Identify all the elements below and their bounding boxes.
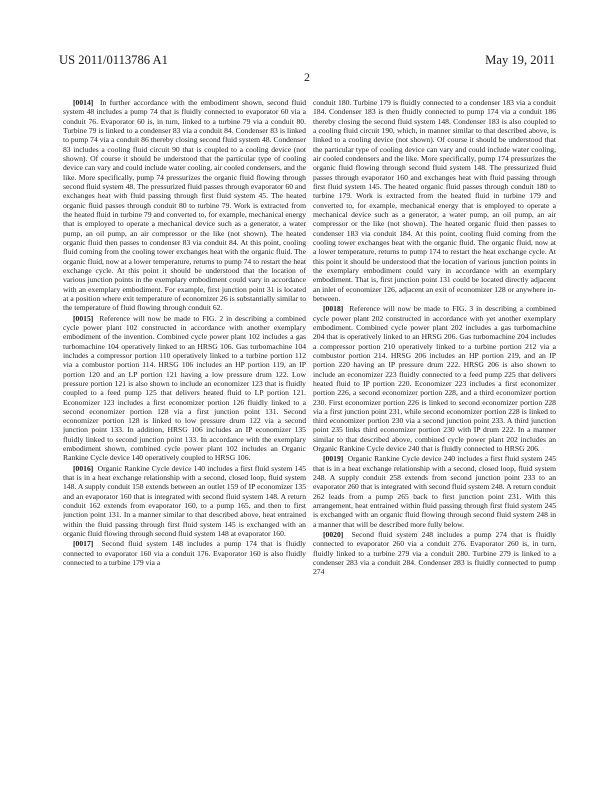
paragraph-text: Organic Rankine Cycle device 240 includes a first fluid system 245 that is in a heat exchange relationship with a second, closed loop, fluid system 248. A supply conduit 258 extends from second junction point 233 to an evaporator 260 that is integrated with second fluid system 248. A return conduit 262 leads from a pump 265 back to first junction point 231. With this arrangement, heat entrained within fluid passing through first fluid system 245 is exchanged with an organic fluid flowing through second fluid system 248 in a manner that will be described more fully below.: [313, 454, 556, 529]
page-number: 2: [304, 70, 310, 84]
paragraph: [63, 539, 306, 567]
paragraph-number: [0019]: [323, 454, 344, 464]
right-column: [313, 98, 556, 782]
paragraph-number: [0014]: [73, 98, 94, 107]
paragraph-text: Second fluid system 248 includes a pump 274 that is fluidly connected to evaporator 260 via a conduit 276. Evaporator 260 is, in turn, fluidly linked to a turbine 279 via a conduit 280. Turbine 279 is linked to a condenser 283 via a conduit 284. Condenser 283 is fluidly connected to pump 274: [313, 530, 556, 577]
paragraph-text: Reference will now be made to FIG. 3 in describing a combined cycle power plant 202 constructed in accordance with yet another exemplary embodiment. Combined cycle power plant 202 includes a gas turbomachine 204 that is operatively linked to an HRSG 206. Gas turbomachine 204 includes a compressor portion 210 operatively linked to a turbine portion 212 via a combustor portion 214. HRSG 206 includes an HP portion 219, and an IP portion 220 having an IP pressure drum 222. HRSG 206 is also shown to include an economizer 223 fluidly connected to a feed pump 225 that delivers heated fluid to IP portion 220. Economizer 223 includes a first economizer portion 226, a second economizer portion 228, and a third economizer portion 230. First economizer portion 226 is linked to second economizer portion 228 via a first junction point 231, while second economizer portion 228 is linked to third economizer portion 230 via a second junction point 233. A third junction point 235 links third economizer portion 230 with IP drum 222. In a manner similar to that described above, combined cycle power plant 202 includes an Organic Rankine Cycle device 240 that is fluidly connected to HRSG 206.: [313, 304, 556, 454]
paragraph-text: Second fluid system 148 includes a pump 174 that is fluidly connected to evaporator 160 via a conduit 176. Evaporator 160 is also fluidly connected to a turbine 179 via a: [63, 539, 306, 568]
paragraph: [63, 98, 306, 313]
paragraph-number: [0017]: [73, 539, 94, 549]
publication-number: US 2011/0113786 A1: [59, 53, 168, 67]
paragraph-continuation: [313, 98, 556, 303]
paragraph-text: In further accordance with the embodiment shown, second fluid system 48 includes a pump 74 that is fluidly connected to evaporator 60 via a conduit 76. Evaporator 60 is, in turn, linked to a turbine 79 via a conduit 80. Turbine 79 is linked to a condenser 83 via a conduit 84. Condenser 83 is linked to pump 74 via a conduit 86 thereby closing second fluid system 48. Condenser 83 includes a cooling fluid circuit 90 that is coupled to a cooling device (not shown). Of course it should be understood that the particular type of cooling device can vary and could include water cooling, air cooled condensers, and the like. More specifically, pump 74 pressurizes the organic fluid flowing through second fluid system 48. The pressurized fluid passes through evaporator 60 and exchanges heat with fluid passing through first fluid system 45. The heated organic fluid passes through conduit 80 to turbine 79. Work is extracted from the heated fluid in turbine 79 and converted to, for example, mechanical energy that is employed to operate a mechanical device such as a generator, a water pump, an oil pump, an air compressor or the like (not shown). The heated organic fluid then passes to condenser 83 via conduit 84. At this point, cooling fluid coming from the cooling tower exchanges heat with the organic fluid. The organic fluid, now at a lower temperature, returns to pump 74 to restart the heat exchange cycle. At this point it should be understood that the location of various junction points in the exemplary embodiment could vary in accordance with an exemplary embodiment. For example, first junction point 31 is located at a position where exit temperature of economizer 26 is substantially similar to the temperature of fluid flowing through conduit 62.: [63, 98, 306, 313]
paragraph: [313, 454, 556, 529]
paragraph-text: Reference will now be made to FIG. 2 in describing a combined cycle power plant 102 constructed in accordance with another exemplary embodiment of the invention. Combined cycle power plant 102 includes a gas turbomachine 104 operatively linked to an HRSG 106. Gas turbomachine 104 includes a compressor portion 110 operatively linked to a turbine portion 112 via a combustor portion 114. HRSG 106 includes an HP portion 119, an IP portion 120 and an LP portion 121 having a low pressure drum 122. Low pressure portion 121 is also shown to include an economizer 123 that is fluidly coupled to a feed pump 125 that delivers heated fluid to LP portion 121. Economizer 123 includes a first economizer portion 126 fluidly linked to a second economizer portion 128 via a first junction point 131. Second economizer portion 128 is linked to low pressure drum 122 via a second junction point 133. In addition, HRSG 106 includes an IP economizer 135 fluidly linked to second junction point 133. In accordance with the exemplary embodiment shown, combined cycle power plant 102 includes an Organic Rankine Cycle device 140 operatively coupled to HRSG 106.: [63, 313, 306, 463]
paragraph-number: [0016]: [73, 463, 94, 473]
paragraph-text: conduit 180. Turbine 179 is fluidly connected to a condenser 183 via a conduit 184. Condenser 183 is then fluidly connected to pump 174 via a conduit 186 thereby closing the second fluid system 148. Condenser 183 is also coupled to a cooling fluid circuit 190, which, in manner similar to that described above, is linked to a cooling device (not shown). Of course it should be understood that the particular type of cooling device can vary and could include water cooling, air cooled condensers and the like. More specifically, pump 174 pressurizes the organic fluid flowing through second fluid system 148. The pressurized fluid passes through evaporator 160 and exchanges heat with fluid passing through first fluid system 145. The heated organic fluid passes through conduit 180 to turbine 179. Work is extracted from the heated fluid in turbine 179 and converted to, for example, mechanical energy that is employed to operate a mechanical device such as a generator, a water pump, an oil pump, an air compressor or the like (not shown). The heated organic fluid then passes to condenser 183 via conduit 184. At this point, cooling fluid coming from the cooling tower exchanges heat with the organic fluid. The organic fluid, now at a lower temperature, returns to pump 174 to restart the heat exchange cycle. At this point it should be understood that the location of various junction points in the exemplary embodiment could vary in accordance with an exemplary embodiment. That is, first junction point 131 could be located directly adjacent an inlet of economizer 126, adjacent an exit of economizer 128 or anywhere in-between.: [313, 98, 556, 303]
paragraph-number: [0015]: [73, 313, 94, 323]
paragraph-text: Organic Rankine Cycle device 140 includes a first fluid system 145 that is in a heat exchange relationship with a second, closed loop, fluid system 148. A supply conduit 158 extends between an outlet 159 of IP economizer 135 and an evaporator 160 that is integrated with second fluid system 148. A return conduit 162 extends from evaporator 160, to a pump 165, and then to first junction point 131. In a manner similar to that described above, heat entrained within the fluid passing through first fluid system 145 is exchanged with an organic fluid flowing through second fluid system 148 at evaporator 160.: [63, 463, 306, 539]
publication-date: May 19, 2011: [485, 53, 555, 67]
paragraph: [313, 530, 556, 577]
paragraph: [63, 464, 306, 539]
paragraph: [63, 314, 306, 463]
paragraph-number: [0018]: [323, 304, 344, 314]
paragraph-number: [0020]: [323, 530, 344, 540]
paragraph: [313, 304, 556, 453]
left-column: [63, 98, 306, 782]
